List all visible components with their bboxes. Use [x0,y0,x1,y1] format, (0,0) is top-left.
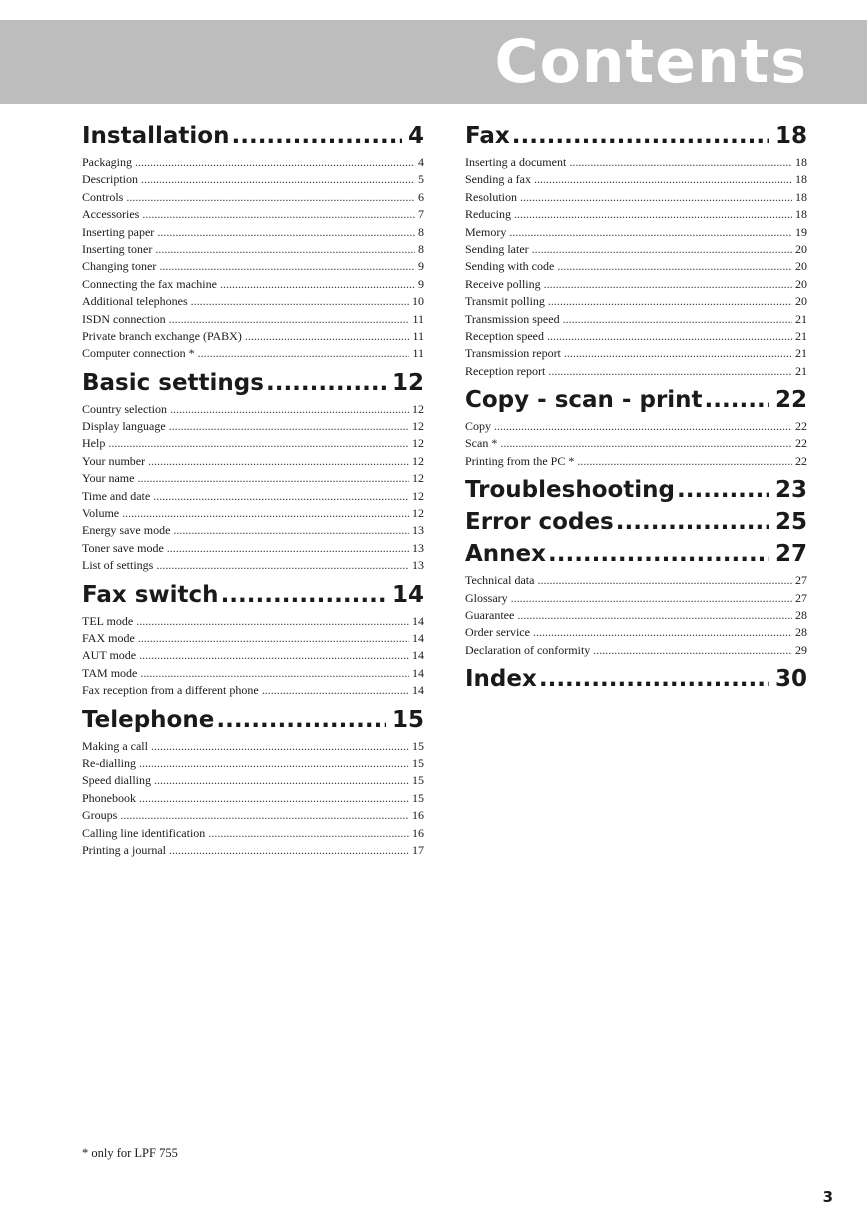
toc-entry[interactable] [465,189,807,206]
toc-section[interactable] [465,538,807,570]
entry-title: Groups [82,808,118,823]
entry-title: FAX mode [82,630,135,645]
toc-entry[interactable] [82,772,424,789]
dot-leader [548,293,792,310]
toc-entry-list [82,613,424,700]
entry-title: Your number [82,453,146,468]
dot-leader [520,189,792,206]
dot-leader [139,790,409,807]
entry-title: Time and date [82,488,151,503]
dot-leader [137,470,409,487]
entry-title: Sending later [465,241,529,256]
entry-page: 21 [795,363,807,378]
toc-section[interactable] [465,474,807,506]
entry-title: Display language [82,419,166,434]
toc-entry[interactable] [82,401,424,418]
toc-entry[interactable] [82,224,424,241]
toc-entry[interactable] [465,328,807,345]
dot-leader [547,328,792,345]
entry-title: Fax reception from a different phone [82,683,259,698]
dot-leader [170,401,409,418]
entry-page: 18 [795,155,807,169]
entry-title: Additional telephones [82,294,188,309]
toc-entry[interactable] [82,470,424,487]
toc-entry[interactable] [82,293,424,310]
page-number: 3 [822,1188,833,1206]
dot-leader [151,738,409,755]
toc-section[interactable] [465,120,807,152]
toc-entry[interactable] [82,682,424,699]
toc-entry[interactable] [82,345,424,362]
entry-page: 14 [412,665,424,680]
entry-title: Calling line identification [82,825,206,840]
dot-leader [142,206,415,223]
entry-title: Reception report [465,363,546,378]
toc-entry-list [82,154,424,363]
entry-title: Description [82,172,138,187]
entry-page: 14 [412,648,424,663]
entry-title: Glossary [465,590,508,605]
entry-page: 16 [412,808,424,823]
dot-leader [548,538,769,570]
entry-page: 14 [412,683,424,698]
toc-entry[interactable] [465,171,807,188]
toc-entry-list [82,738,424,860]
dot-leader [509,224,792,241]
toc-entry-list [465,418,807,470]
entry-title: Transmission speed [465,311,560,326]
section-page: 14 [391,581,424,608]
section-page: 25 [774,509,807,536]
toc-entry[interactable] [82,241,424,258]
entry-title: Sending a fax [465,172,531,187]
toc-entry[interactable] [465,345,807,362]
toc-entry[interactable] [465,276,807,293]
dot-leader [548,363,792,380]
entry-page: 11 [412,311,424,326]
toc-entry[interactable] [82,154,424,171]
section-page: 30 [774,666,807,693]
entry-page: 12 [412,506,424,521]
entry-page: 8 [418,224,424,239]
entry-title: Transmission report [465,346,561,361]
entry-title: Phonebook [82,790,136,805]
toc-section[interactable] [465,663,807,695]
entry-page: 28 [795,608,807,623]
entry-page: 9 [418,276,424,291]
entry-title: Copy [465,419,492,434]
entry-page: 15 [412,773,424,788]
entry-page: 27 [795,590,807,605]
entry-page: 29 [795,642,807,657]
entry-title: Inserting paper [82,224,155,239]
dot-leader [616,506,769,538]
toc-entry-list [465,572,807,659]
dot-leader [126,189,415,206]
entry-page: 11 [412,346,424,361]
entry-title: Accessories [82,207,140,222]
dot-leader [139,755,409,772]
toc-entry[interactable] [465,590,807,607]
toc-entry[interactable] [82,522,424,539]
toc-entry[interactable] [82,505,424,522]
dot-leader [500,435,792,452]
entry-title: ISDN connection [82,311,166,326]
dot-leader [139,647,409,664]
entry-title: Toner save mode [82,540,164,555]
toc-entry[interactable] [465,418,807,435]
section-page: 27 [774,541,807,568]
toc-entry[interactable] [465,572,807,589]
entry-page: 10 [412,294,424,309]
toc-entry[interactable] [82,488,424,505]
section-page: 4 [407,123,424,149]
dot-leader [231,120,402,152]
dot-leader [216,704,386,736]
toc-entry[interactable] [82,557,424,574]
dot-leader [173,522,409,539]
entry-page: 22 [795,453,807,468]
section-page: 12 [391,369,424,396]
section-title: Telephone [82,706,215,733]
dot-leader [262,682,409,699]
entry-page: 14 [412,630,424,645]
toc-entry[interactable] [82,613,424,630]
toc-entry[interactable] [465,241,807,258]
entry-page: 12 [412,471,424,486]
dot-leader [169,418,409,435]
toc-entry[interactable] [465,624,807,641]
entry-page: 18 [795,189,807,204]
toc-entry[interactable] [465,453,807,470]
dot-leader [120,807,409,824]
dot-leader [135,154,415,171]
entry-title: Guarantee [465,608,515,623]
entry-title: Help [82,436,106,451]
header-banner [0,20,867,104]
dot-leader [148,453,409,470]
entry-title: TAM mode [82,665,138,680]
toc-entry[interactable] [465,206,807,223]
toc-entry[interactable] [82,206,424,223]
toc-entry[interactable] [82,435,424,452]
entry-title: Memory [465,224,507,239]
entry-title: List of settings [82,558,154,573]
entry-page: 22 [795,419,807,434]
entry-page: 12 [412,419,424,434]
entry-title: Transmit polling [465,294,545,309]
toc-entry[interactable] [82,540,424,557]
toc-entry[interactable] [465,224,807,241]
toc-entry[interactable] [465,363,807,380]
toc-entry[interactable] [82,807,424,824]
dot-leader [220,276,415,293]
entry-title: Re-dialling [82,755,136,770]
entry-title: Packaging [82,155,132,169]
section-title: Fax [465,123,510,149]
entry-title: Your name [82,471,135,486]
entry-page: 5 [418,172,424,187]
entry-page: 7 [418,207,424,222]
footnote: * only for LPF 755 [82,1146,178,1160]
entry-page: 21 [795,311,807,326]
entry-page: 6 [418,189,424,204]
dot-leader [517,607,792,624]
toc-entry[interactable] [82,647,424,664]
toc-section[interactable] [82,120,424,152]
dot-leader [138,630,409,647]
entry-title: Reception speed [465,328,544,343]
toc-entry[interactable] [465,642,807,659]
toc-entry[interactable] [465,258,807,275]
entry-page: 16 [412,825,424,840]
entry-page: 19 [795,224,807,239]
toc-section[interactable] [465,506,807,538]
dot-leader [532,241,792,258]
entry-title: Private branch exchange (PABX) [82,328,242,343]
entry-title: Computer connection * [82,346,195,361]
dot-leader [208,825,409,842]
entry-title: Resolution [465,189,518,204]
dot-leader [159,258,415,275]
entry-title: Energy save mode [82,523,171,538]
dot-leader [155,241,415,258]
toc-entry[interactable] [465,154,807,171]
section-page: 15 [391,706,424,733]
toc-section[interactable] [465,384,807,416]
entry-page: 20 [795,241,807,256]
toc-section[interactable] [82,367,424,399]
dot-leader [154,772,409,789]
entry-page: 12 [412,453,424,468]
entry-page: 15 [412,790,424,805]
entry-title: Order service [465,625,530,640]
dot-leader [533,624,792,641]
entry-page: 11 [412,328,424,343]
section-page: 23 [774,477,807,504]
entry-page: 28 [795,625,807,640]
toc-column-right [465,120,807,695]
entry-title: Controls [82,189,124,204]
entry-title: Declaration of conformity [465,642,591,657]
entry-title: Sending with code [465,259,555,274]
section-title: Index [465,666,537,693]
toc-entry[interactable] [465,293,807,310]
toc-entry-list [465,154,807,380]
toc-entry[interactable] [82,825,424,842]
dot-leader [577,453,792,470]
entry-page: 20 [795,259,807,274]
dot-leader [191,293,409,310]
dot-leader [537,572,792,589]
toc-entry[interactable] [465,607,807,624]
dot-leader [245,328,410,345]
entry-page: 13 [412,540,424,555]
toc-entry[interactable] [465,435,807,452]
toc-entry[interactable] [82,842,424,859]
entry-page: 8 [418,241,424,256]
entry-page: 9 [418,259,424,274]
dot-leader [539,663,769,695]
dot-leader [534,171,792,188]
entry-title: Inserting a document [465,155,567,169]
toc-entry[interactable] [82,630,424,647]
section-page: 22 [774,387,807,414]
entry-page: 18 [795,172,807,187]
entry-page: 22 [795,436,807,451]
section-title: Fax switch [82,581,219,608]
entry-page: 21 [795,328,807,343]
dot-leader [512,120,769,152]
section-title: Error codes [465,509,614,536]
entry-title: Speed dialling [82,773,151,788]
section-title: Installation [82,123,230,149]
entry-page: 12 [412,488,424,503]
toc-column-left [82,120,424,863]
entry-page: 4 [418,155,424,169]
dot-leader [122,505,409,522]
dot-leader [564,345,792,362]
toc-section[interactable] [82,579,424,611]
entry-title: Making a call [82,738,148,753]
toc-entry[interactable] [82,276,424,293]
section-title: Copy - scan - print [465,387,703,414]
toc-entry[interactable] [82,453,424,470]
section-title: Basic settings [82,369,264,396]
section-page: 18 [774,123,807,149]
dot-leader [169,311,410,328]
entry-page: 27 [795,573,807,588]
toc-entry[interactable] [82,171,424,188]
section-title: Annex [465,541,546,568]
dot-leader [266,367,386,399]
toc-entry[interactable] [465,311,807,328]
entry-title: Printing from the PC * [465,453,575,468]
toc-entry[interactable] [82,755,424,772]
entry-title: Receive polling [465,276,541,291]
dot-leader [511,590,792,607]
entry-page: 13 [412,523,424,538]
toc-section[interactable] [82,704,424,736]
page-title: Contents [494,27,807,97]
entry-page: 12 [412,401,424,416]
entry-page: 15 [412,755,424,770]
dot-leader [136,613,409,630]
entry-page: 20 [795,276,807,291]
dot-leader [544,276,792,293]
dot-leader [705,384,769,416]
entry-title: TEL mode [82,613,134,628]
entry-title: Country selection [82,401,167,416]
dot-leader [563,311,792,328]
entry-title: Scan * [465,436,498,451]
entry-page: 17 [412,842,424,857]
dot-leader [494,418,792,435]
dot-leader [153,488,409,505]
dot-leader [169,842,409,859]
entry-title: Inserting toner [82,241,153,256]
entry-title: Changing toner [82,259,157,274]
dot-leader [569,154,792,171]
toc-entry[interactable] [82,418,424,435]
toc-entry[interactable] [82,328,424,345]
entry-page: 13 [412,558,424,573]
toc-entry[interactable] [82,665,424,682]
toc-entry[interactable] [82,738,424,755]
toc-entry[interactable] [82,189,424,206]
entry-page: 14 [412,613,424,628]
dot-leader [514,206,792,223]
section-title: Troubleshooting [465,477,676,504]
entry-title: Connecting the fax machine [82,276,217,291]
dot-leader [140,665,409,682]
entry-title: Printing a journal [82,842,166,857]
entry-title: Volume [82,506,120,521]
entry-page: 21 [795,346,807,361]
dot-leader [198,345,410,362]
entry-title: Reducing [465,207,511,222]
dot-leader [156,557,409,574]
entry-page: 12 [412,436,424,451]
toc-entry-list [82,401,424,575]
dot-leader [221,579,386,611]
entry-page: 18 [795,207,807,222]
toc-entry[interactable] [82,790,424,807]
entry-title: Technical data [465,573,535,588]
dot-leader [108,435,409,452]
entry-page: 15 [412,738,424,753]
dot-leader [677,474,769,506]
dot-leader [557,258,792,275]
dot-leader [593,642,792,659]
dot-leader [167,540,409,557]
entry-title: AUT mode [82,648,137,663]
dot-leader [157,224,415,241]
toc-entry[interactable] [82,258,424,275]
dot-leader [141,171,415,188]
entry-page: 20 [795,294,807,309]
toc-entry[interactable] [82,311,424,328]
